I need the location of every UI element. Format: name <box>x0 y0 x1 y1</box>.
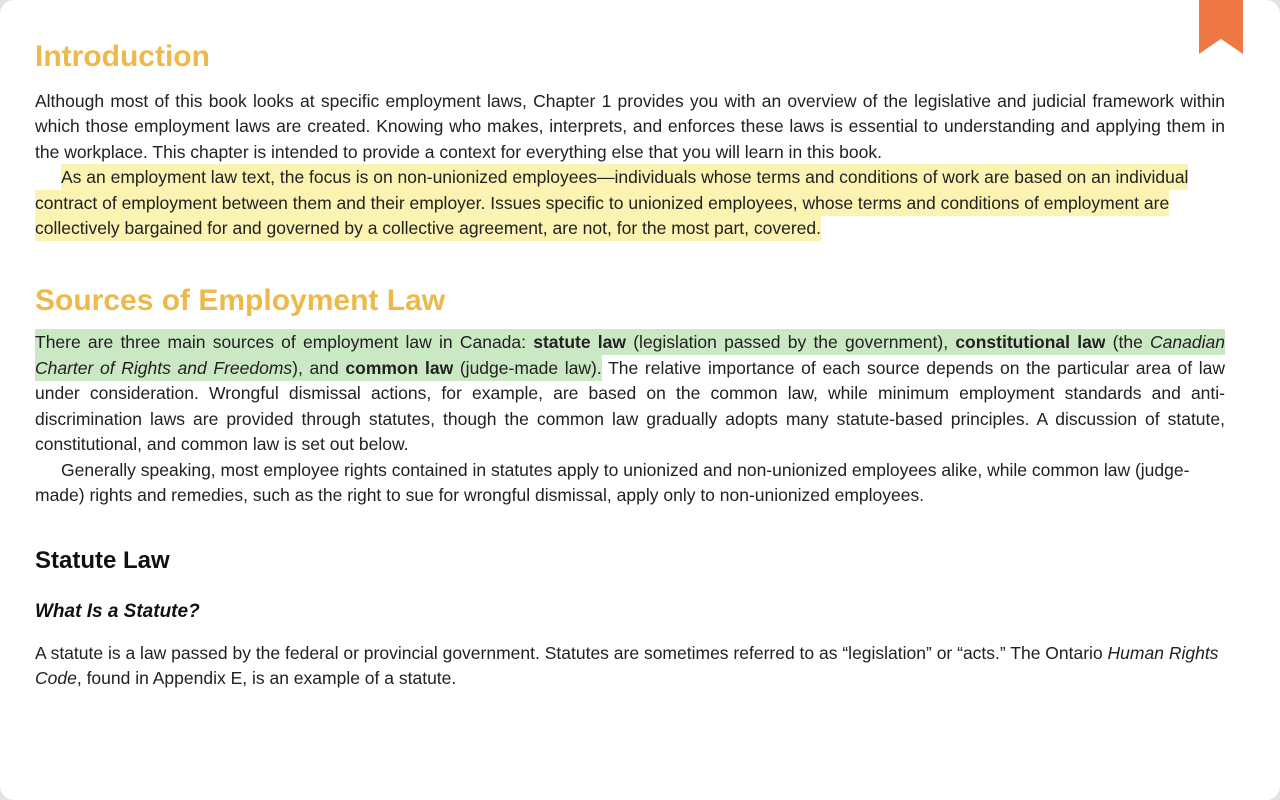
statute-paragraph <box>35 641 1225 692</box>
text-highlight-green[interactable]: (judge-made law). <box>453 355 602 381</box>
subsection-heading-statute-law: Statute Law <box>35 546 170 574</box>
text-highlight-yellow[interactable]: As an employment law text, the focus is on non-unionized employees—individuals whose terms and conditions of work are based on an individual contract of employment between them and their employer. Issues specific to unionized employees, whose terms and conditions of employment are collectively bargained for and governed by a collective agreement, are not, for the most part, covered. <box>35 164 1188 241</box>
text-highlight-green[interactable]: (legislation passed by the government), <box>626 329 955 355</box>
text-highlight-green[interactable]: ), and <box>292 355 345 381</box>
sources-paragraph-2: Generally speaking, most employee rights contained in statutes apply to unionized and non-unionized employees alike, while common law (judge-made) rights and remedies, such as the right to sue for wrongful dismissal, apply only to non-unionized employees. <box>35 459 1190 505</box>
text-segment: , found in Appendix E, is an example of a statute. <box>76 668 457 688</box>
text-highlight-green[interactable]: common law <box>345 355 453 381</box>
text-highlight-green[interactable]: (the <box>1105 329 1150 355</box>
text-segment: A statute is a law passed by the federal or provincial government. Statutes are sometimes referred to as “legislation” or “acts.” The Ontario <box>35 642 1108 663</box>
text-highlight-green[interactable]: statute law <box>533 329 626 355</box>
text-segment: Human Rights Code <box>35 642 1219 688</box>
text-segment: The relative importance of each source depends on the particular area of law under consideration. Wrongful dismissal actions, for example, are based on the common law, while minimum employment standards and anti-discrimination laws are provided through statutes, though the common law gradually adopts many statute-based principles. A discussion of statute, constitutional, and common law is set out below. <box>35 357 1225 454</box>
section-heading-sources-of-employment-law: Sources of Employment Law <box>35 283 446 317</box>
section-heading-introduction: Introduction <box>35 40 210 73</box>
subsection-heading-what-is-a-statute: What Is a Statute? <box>35 600 200 622</box>
text-highlight-green[interactable]: Canadian Charter of Rights and Freedoms <box>35 329 1225 381</box>
sources-paragraph-highlighted-green <box>35 330 1225 458</box>
text-highlight-green[interactable]: constitutional law <box>955 329 1105 355</box>
text-highlight-green[interactable]: There are three main sources of employment law in Canada: <box>35 329 533 355</box>
highlighted-paragraph-yellow <box>35 165 1225 242</box>
intro-paragraph: Although most of this book looks at specific employment laws, Chapter 1 provides you with an overview of the legislative and judicial framework within which those employment laws are created. Knowing who makes, interprets, and enforces these laws is essential to understanding and applying them in the workplace. This chapter is intended to provide a context for everything else that you will learn in this book. <box>35 90 1225 162</box>
